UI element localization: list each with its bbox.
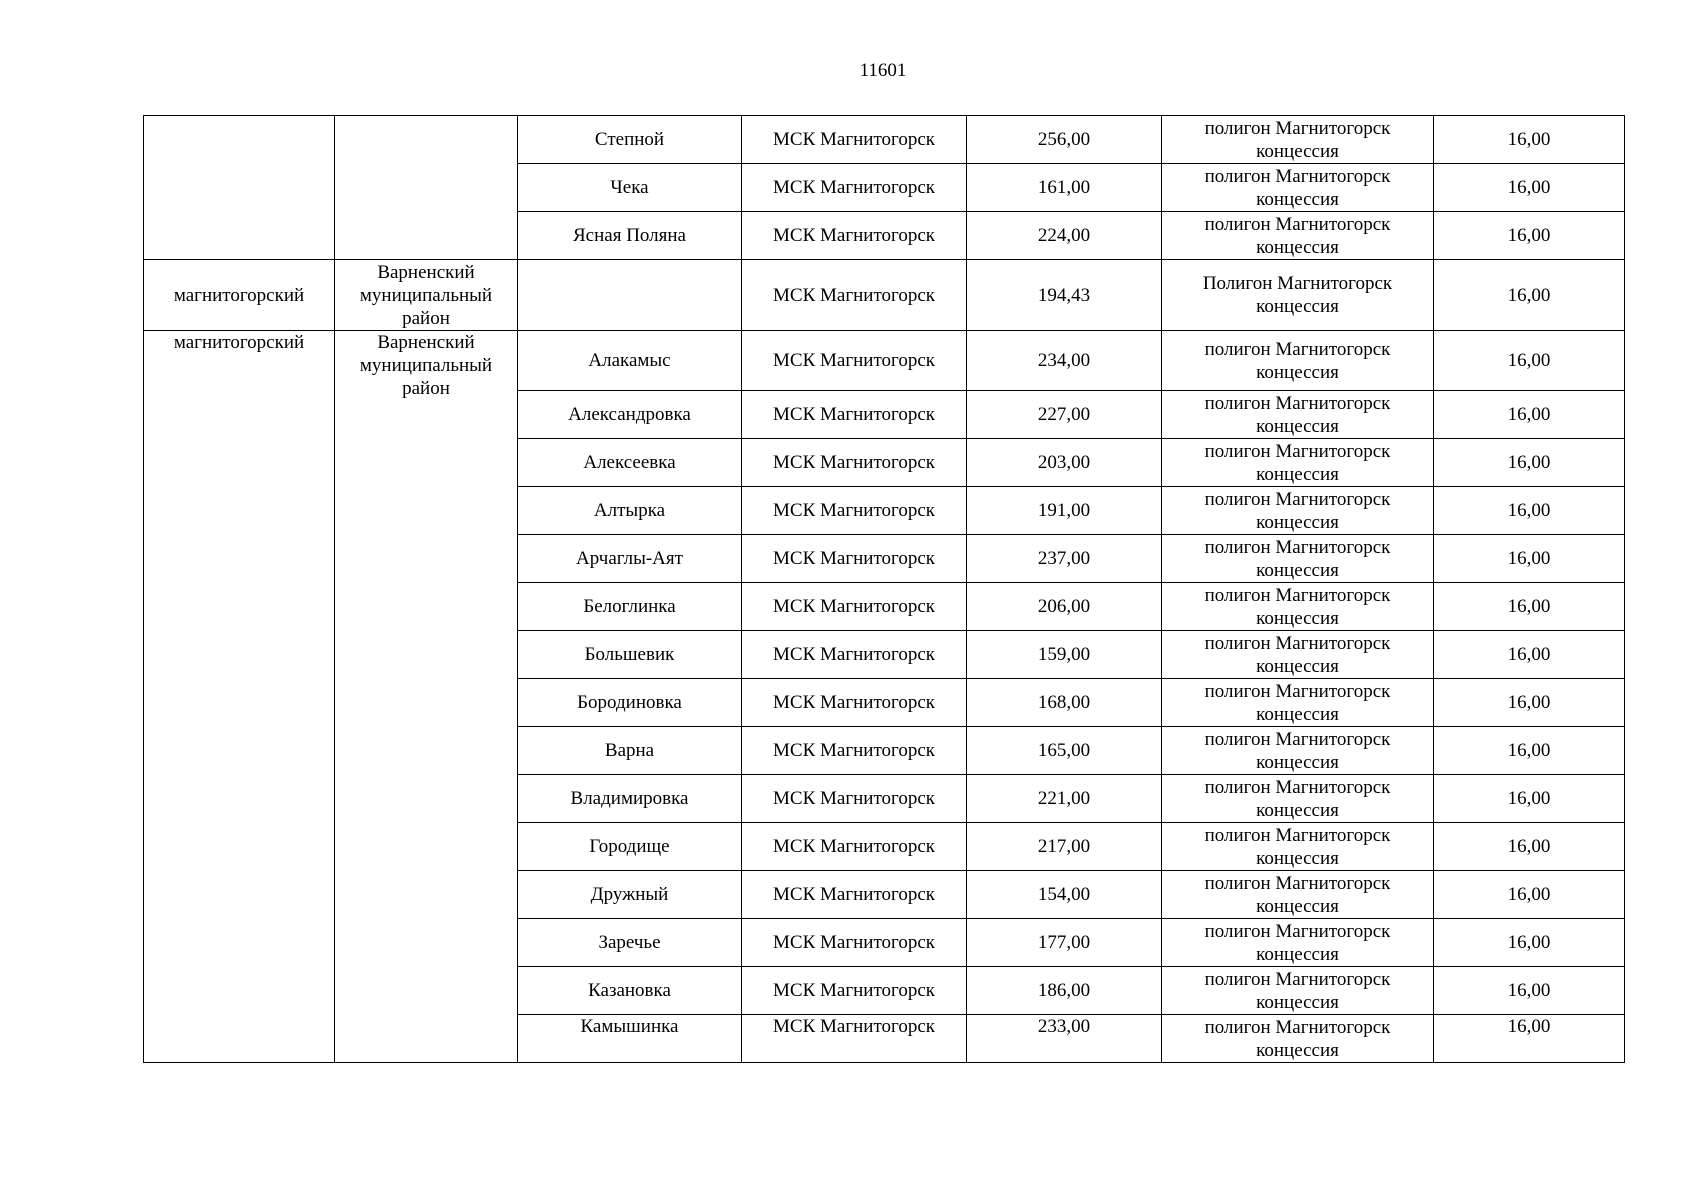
tariff-cell: 16,00: [1434, 583, 1625, 631]
tariff-cell: 16,00: [1434, 116, 1625, 164]
district-line-1: Варненский: [377, 332, 475, 353]
settlement-cell: Алтырка: [518, 487, 742, 535]
operator-cell: МСК Магнитогорск: [742, 331, 967, 391]
settlement-cell: Белоглинка: [518, 583, 742, 631]
distance-cell: 233,00: [967, 1015, 1162, 1063]
site-line-1: полигон Магнитогорск: [1204, 632, 1391, 654]
site-line-2: концессия: [1256, 703, 1339, 725]
site-line-2: концессия: [1256, 607, 1339, 629]
zone-cell-empty: [144, 116, 335, 260]
settlement-cell: Камышинка: [518, 1015, 742, 1063]
site-line-1: полигон Магнитогорск: [1204, 920, 1391, 942]
operator-cell: МСК Магнитогорск: [742, 116, 967, 164]
site-line-2: концессия: [1256, 236, 1339, 258]
site-line-2: концессия: [1256, 655, 1339, 677]
site-line-2: концессия: [1256, 895, 1339, 917]
district-line-3: район: [402, 378, 450, 399]
site-cell: [1162, 260, 1434, 331]
district-line-3: район: [402, 307, 450, 329]
operator-cell: МСК Магнитогорск: [742, 679, 967, 727]
distance-cell: 168,00: [967, 679, 1162, 727]
site-line-2: концессия: [1256, 991, 1339, 1013]
distance-cell: 161,00: [967, 164, 1162, 212]
settlement-cell: Варна: [518, 727, 742, 775]
table-row: [144, 331, 1625, 391]
distance-cell: 206,00: [967, 583, 1162, 631]
district-line-1: Варненский: [377, 261, 475, 283]
distance-cell: 224,00: [967, 212, 1162, 260]
site-line-1: полигон Магнитогорск: [1204, 968, 1391, 990]
operator-cell: МСК Магнитогорск: [742, 967, 967, 1015]
site-line-2: концессия: [1256, 361, 1339, 383]
district-cell-empty: [335, 116, 518, 260]
settlement-cell: Чека: [518, 164, 742, 212]
tariff-cell: 16,00: [1434, 331, 1625, 391]
site-cell: [1162, 487, 1434, 535]
site-line-2: концессия: [1256, 188, 1339, 210]
distance-cell: 194,43: [967, 260, 1162, 331]
operator-cell: МСК Магнитогорск: [742, 1015, 967, 1063]
site-cell: [1162, 583, 1434, 631]
site-cell: [1162, 331, 1434, 391]
site-cell: [1162, 439, 1434, 487]
tariff-cell: 16,00: [1434, 391, 1625, 439]
settlement-cell: Казановка: [518, 967, 742, 1015]
site-line-2: концессия: [1256, 415, 1339, 437]
site-cell: [1162, 679, 1434, 727]
site-cell: [1162, 775, 1434, 823]
site-line-1: полигон Магнитогорск: [1204, 392, 1391, 414]
settlement-cell: Степной: [518, 116, 742, 164]
site-line-1: полигон Магнитогорск: [1204, 488, 1391, 510]
distance-cell: 177,00: [967, 919, 1162, 967]
table-row: [144, 116, 1625, 164]
site-line-1: полигон Магнитогорск: [1204, 584, 1391, 606]
zone-cell: магнитогорский: [144, 331, 335, 1063]
site-line-1: полигон Магнитогорск: [1204, 872, 1391, 894]
tariff-cell: 16,00: [1434, 919, 1625, 967]
distance-cell: 217,00: [967, 823, 1162, 871]
operator-cell: МСК Магнитогорск: [742, 535, 967, 583]
distance-cell: 186,00: [967, 967, 1162, 1015]
tariff-cell: 16,00: [1434, 727, 1625, 775]
operator-cell: МСК Магнитогорск: [742, 823, 967, 871]
operator-cell: МСК Магнитогорск: [742, 871, 967, 919]
operator-cell: МСК Магнитогорск: [742, 583, 967, 631]
distance-cell: 227,00: [967, 391, 1162, 439]
site-line-1: полигон Магнитогорск: [1204, 728, 1391, 750]
settlement-cell: Заречье: [518, 919, 742, 967]
distance-cell: 234,00: [967, 331, 1162, 391]
settlement-cell: Владимировка: [518, 775, 742, 823]
site-line-1: полигон Магнитогорск: [1204, 338, 1391, 360]
site-cell: [1162, 212, 1434, 260]
site-line-2: концессия: [1256, 559, 1339, 581]
tariff-cell: 16,00: [1434, 823, 1625, 871]
operator-cell: МСК Магнитогорск: [742, 919, 967, 967]
site-line-1: полигон Магнитогорск: [1204, 824, 1391, 846]
site-line-1: полигон Магнитогорск: [1204, 117, 1391, 139]
tariff-cell: 16,00: [1434, 871, 1625, 919]
tariff-cell: 16,00: [1434, 535, 1625, 583]
distance-cell: 165,00: [967, 727, 1162, 775]
distance-cell: 159,00: [967, 631, 1162, 679]
site-line-1: полигон Магнитогорск: [1204, 165, 1391, 187]
operator-cell: МСК Магнитогорск: [742, 260, 967, 331]
tariff-cell: 16,00: [1434, 775, 1625, 823]
district-cell: [335, 331, 518, 1063]
settlement-cell: Большевик: [518, 631, 742, 679]
operator-cell: МСК Магнитогорск: [742, 439, 967, 487]
site-cell: [1162, 164, 1434, 212]
site-line-1: полигон Магнитогорск: [1204, 440, 1391, 462]
tariff-table: [143, 115, 1625, 1063]
settlement-cell: Ясная Поляна: [518, 212, 742, 260]
site-line-2: концессия: [1256, 799, 1339, 821]
zone-cell: магнитогорский: [144, 260, 335, 331]
distance-cell: 191,00: [967, 487, 1162, 535]
site-cell: [1162, 727, 1434, 775]
distance-cell: 154,00: [967, 871, 1162, 919]
site-cell: [1162, 823, 1434, 871]
site-cell: [1162, 919, 1434, 967]
site-line-2: концессия: [1256, 751, 1339, 773]
settlement-cell: Бородиновка: [518, 679, 742, 727]
tariff-cell: 16,00: [1434, 164, 1625, 212]
site-cell: [1162, 116, 1434, 164]
site-line-2: концессия: [1256, 1039, 1339, 1061]
site-line-2: концессия: [1256, 847, 1339, 869]
district-cell: [335, 260, 518, 331]
site-line-1: полигон Магнитогорск: [1204, 213, 1391, 235]
settlement-cell: Алексеевка: [518, 439, 742, 487]
operator-cell: МСК Магнитогорск: [742, 775, 967, 823]
settlement-cell: Алакамыс: [518, 331, 742, 391]
operator-cell: МСК Магнитогорск: [742, 631, 967, 679]
site-cell: [1162, 631, 1434, 679]
operator-cell: МСК Магнитогорск: [742, 727, 967, 775]
site-line-1: полигон Магнитогорск: [1204, 776, 1391, 798]
site-line-2: концессия: [1256, 140, 1339, 162]
operator-cell: МСК Магнитогорск: [742, 391, 967, 439]
tariff-cell: 16,00: [1434, 967, 1625, 1015]
site-line-2: концессия: [1256, 296, 1339, 317]
tariff-cell: 16,00: [1434, 1015, 1625, 1063]
distance-cell: 221,00: [967, 775, 1162, 823]
site-line-2: концессия: [1256, 943, 1339, 965]
site-line-1: полигон Магнитогорск: [1204, 1016, 1391, 1038]
settlement-cell: [518, 260, 742, 331]
tariff-cell: 16,00: [1434, 212, 1625, 260]
site-line-1: Полигон Магнитогорск: [1202, 273, 1393, 294]
district-line-2: муниципальный: [359, 355, 493, 376]
site-cell: [1162, 1015, 1434, 1063]
settlement-cell: Александровка: [518, 391, 742, 439]
site-line-1: полигон Магнитогорск: [1204, 536, 1391, 558]
tariff-cell: 16,00: [1434, 487, 1625, 535]
district-line-2: муниципальный: [359, 284, 493, 306]
page-number: 11601: [859, 60, 907, 81]
settlement-cell: Дружный: [518, 871, 742, 919]
site-cell: [1162, 967, 1434, 1015]
settlement-cell: Арчаглы-Аят: [518, 535, 742, 583]
distance-cell: 256,00: [967, 116, 1162, 164]
site-cell: [1162, 535, 1434, 583]
tariff-cell: 16,00: [1434, 260, 1625, 331]
tariff-cell: 16,00: [1434, 439, 1625, 487]
operator-cell: МСК Магнитогорск: [742, 487, 967, 535]
tariff-cell: 16,00: [1434, 679, 1625, 727]
site-line-2: концессия: [1256, 511, 1339, 533]
distance-cell: 203,00: [967, 439, 1162, 487]
tariff-cell: 16,00: [1434, 631, 1625, 679]
settlement-cell: Городище: [518, 823, 742, 871]
distance-cell: 237,00: [967, 535, 1162, 583]
site-cell: [1162, 391, 1434, 439]
site-cell: [1162, 871, 1434, 919]
site-line-1: полигон Магнитогорск: [1204, 680, 1391, 702]
site-line-2: концессия: [1256, 463, 1339, 485]
district-row: [144, 260, 1625, 331]
operator-cell: МСК Магнитогорск: [742, 164, 967, 212]
table-body: [144, 116, 1625, 1063]
operator-cell: МСК Магнитогорск: [742, 212, 967, 260]
